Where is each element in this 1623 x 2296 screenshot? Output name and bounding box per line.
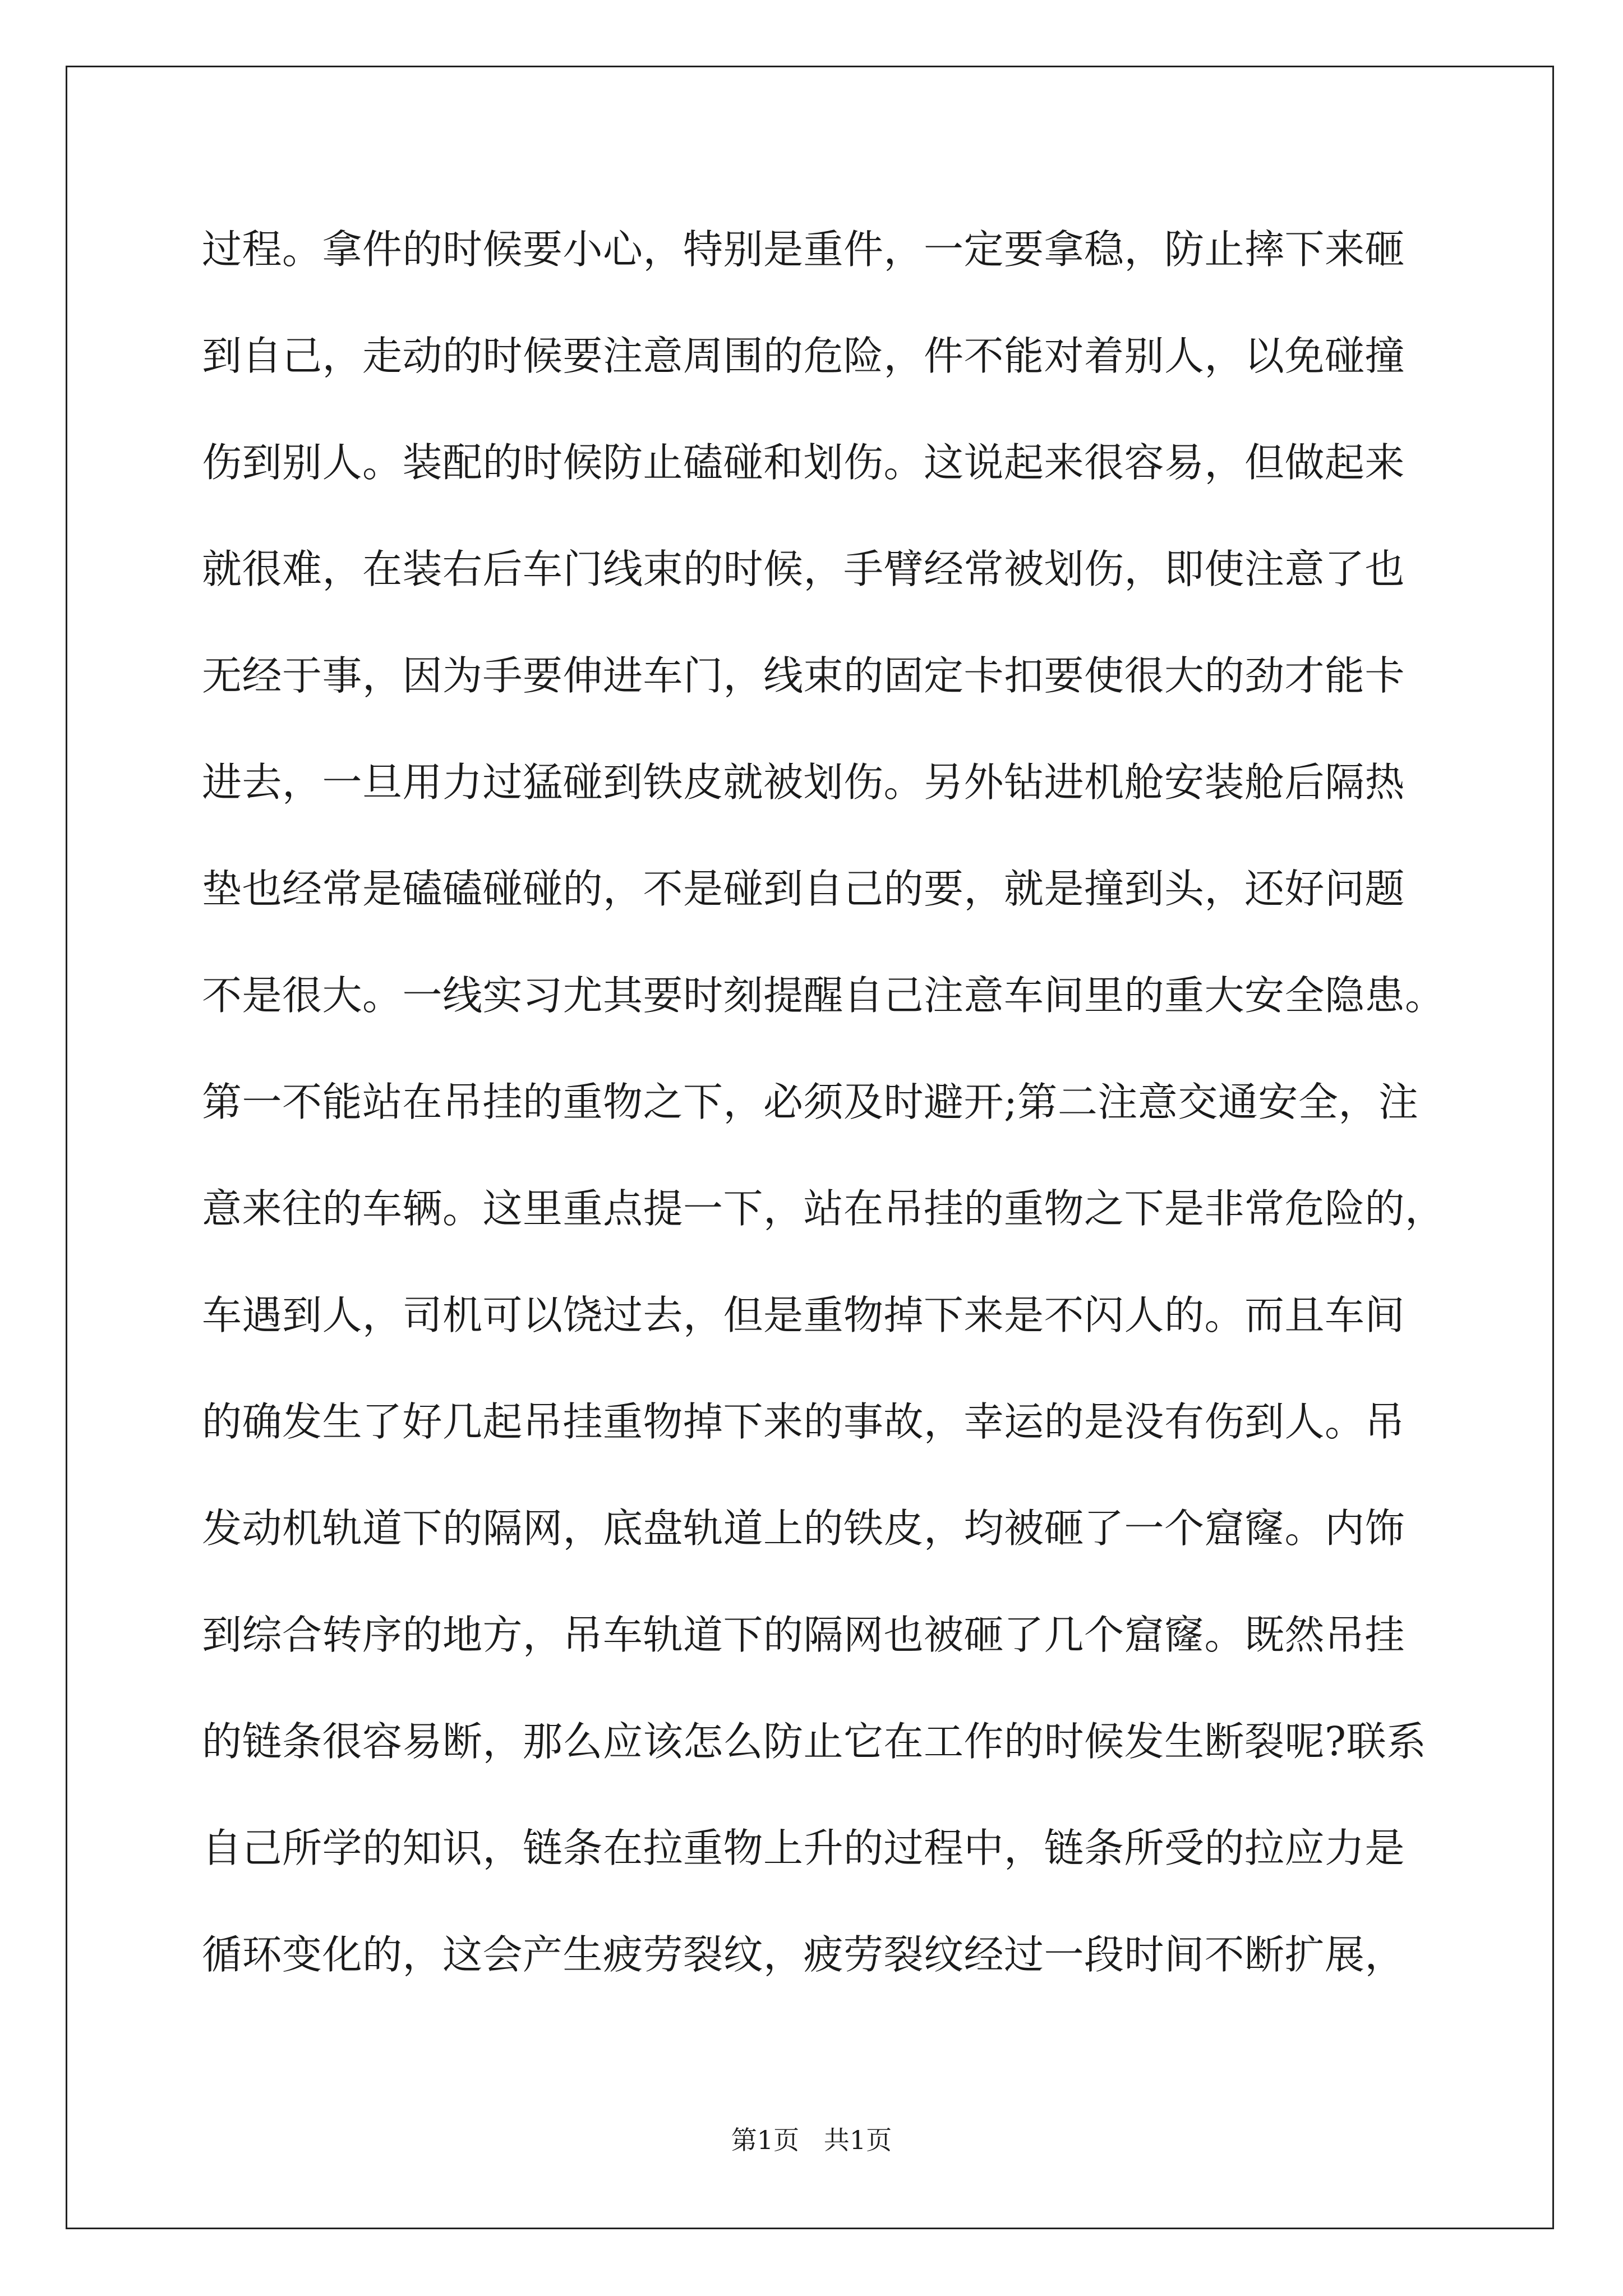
text-line: 到综合转序的地方，吊车轨道下的隔网也被砸了几个窟窿。既然吊挂: [202, 1612, 1405, 1658]
text-line: 车遇到人，司机可以饶过去，但是重物掉下来是不闪人的。而且车间: [202, 1292, 1405, 1338]
text-line: 伤到别人。装配的时候防止磕碰和划伤。这说起来很容易，但做起来: [202, 439, 1405, 486]
text-line: 垫也经常是磕磕碰碰的，不是碰到自己的要，就是撞到头，还好问题: [202, 866, 1405, 912]
text-line: 意来往的车辆。这里重点提一下，站在吊挂的重物之下是非常危险的，: [202, 1185, 1445, 1232]
document-body: [202, 216, 1464, 2028]
text-line: 过程。拿件的时候要小心，特别是重件，一定要拿稳，防止摔下来砸: [202, 226, 1405, 273]
text-line: 的确发生了好几起吊挂重物掉下来的事故，幸运的是没有伤到人。吊: [202, 1398, 1405, 1445]
text-line: 发动机轨道下的隔网，底盘轨道上的铁皮，均被砸了一个窟窿。内饰: [202, 1505, 1405, 1552]
text-line: 到自己，走动的时候要注意周围的危险，件不能对着别人，以免碰撞: [202, 333, 1405, 379]
text-line: 进去，一旦用力过猛碰到铁皮就被划伤。另外钻进机舱安装舱后隔热: [202, 759, 1405, 806]
text-line: 的链条很容易断，那么应该怎么防止它在工作的时候发生断裂呢?联系: [202, 1718, 1427, 1765]
page-number-footer: 第1页 共1页: [731, 2125, 892, 2155]
text-line: 就很难，在装右后车门线束的时候，手臂经常被划伤，即使注意了也: [202, 546, 1405, 592]
text-line: 无经于事，因为手要伸进车门，线束的固定卡扣要使很大的劲才能卡: [202, 652, 1405, 699]
text-line: 循环变化的，这会产生疲劳裂纹，疲劳裂纹经过一段时间不断扩展，: [202, 1931, 1405, 1978]
text-line: 第一不能站在吊挂的重物之下，必须及时避开;第二注意交通安全，注: [202, 1079, 1419, 1125]
text-line: 自己所学的知识，链条在拉重物上升的过程中，链条所受的拉应力是: [202, 1825, 1405, 1871]
text-line: 不是很大。一线实习尤其要时刻提醒自己注意车间里的重大安全隐患。: [202, 972, 1445, 1019]
